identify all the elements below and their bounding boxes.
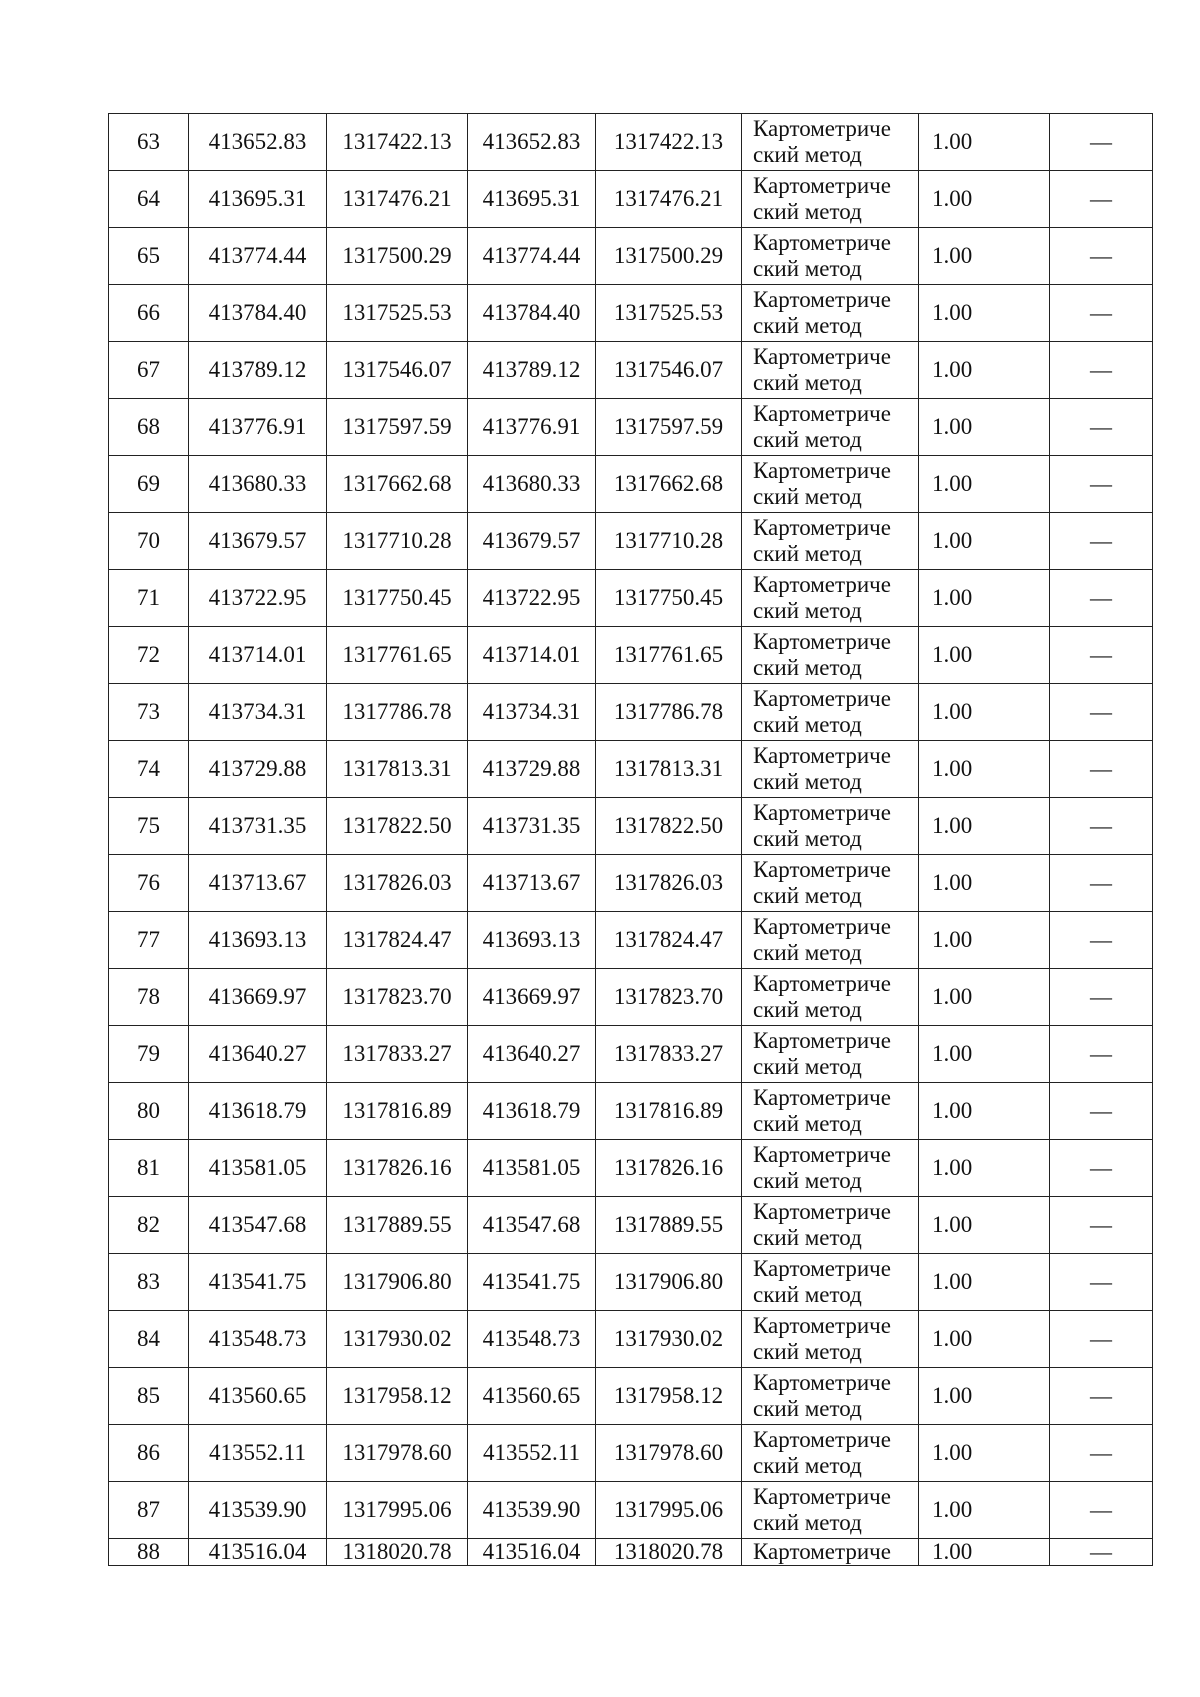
- y-coordinate-cell: 1317662.68: [327, 456, 468, 513]
- method-text-line: ский метод: [753, 1453, 862, 1478]
- y-coordinate-cell: 1317786.78: [596, 684, 742, 741]
- x-coordinate-cell: 413734.31: [189, 684, 327, 741]
- method-text-line: Картометриче: [753, 458, 891, 483]
- method-cell: [742, 1083, 919, 1140]
- point-number-cell: 83: [109, 1254, 189, 1311]
- y-coordinate-cell: 1318020.78: [327, 1539, 468, 1566]
- note-cell: —: [1050, 1425, 1153, 1482]
- x-coordinate-cell: 413560.65: [189, 1368, 327, 1425]
- point-number-cell: 87: [109, 1482, 189, 1539]
- y-coordinate-cell: 1318020.78: [596, 1539, 742, 1566]
- method-cell: [742, 1368, 919, 1425]
- table-row: [109, 456, 1153, 513]
- method-text-line: Картометриче: [753, 686, 891, 711]
- point-number-cell: 80: [109, 1083, 189, 1140]
- method-text-line: Картометриче: [753, 515, 891, 540]
- accuracy-cell: 1.00: [919, 456, 1050, 513]
- note-cell: —: [1050, 228, 1153, 285]
- method-text-line: Картометриче: [753, 914, 891, 939]
- note-cell: —: [1050, 855, 1153, 912]
- y-coordinate-cell: 1317823.70: [596, 969, 742, 1026]
- x-coordinate-cell: 413652.83: [189, 114, 327, 171]
- method-text-line: ский метод: [753, 940, 862, 965]
- y-coordinate-cell: 1317500.29: [327, 228, 468, 285]
- method-text-line: ский метод: [753, 769, 862, 794]
- method-cell: [742, 855, 919, 912]
- y-coordinate-cell: 1317833.27: [596, 1026, 742, 1083]
- x-coordinate-cell: 413774.44: [189, 228, 327, 285]
- y-coordinate-cell: 1317822.50: [327, 798, 468, 855]
- method-text-line: ский метод: [753, 370, 862, 395]
- accuracy-cell: 1.00: [919, 684, 1050, 741]
- point-number-cell: 67: [109, 342, 189, 399]
- x-coordinate-cell: 413695.31: [189, 171, 327, 228]
- accuracy-cell: 1.00: [919, 627, 1050, 684]
- y-coordinate-cell: 1317761.65: [596, 627, 742, 684]
- accuracy-cell: 1.00: [919, 570, 1050, 627]
- y-coordinate-cell: 1317525.53: [327, 285, 468, 342]
- y-coordinate-cell: 1317422.13: [596, 114, 742, 171]
- x-coordinate-cell: 413669.97: [189, 969, 327, 1026]
- y-coordinate-cell: 1317826.16: [327, 1140, 468, 1197]
- y-coordinate-cell: 1317816.89: [596, 1083, 742, 1140]
- point-number-cell: 84: [109, 1311, 189, 1368]
- x-coordinate-cell: 413789.12: [468, 342, 596, 399]
- x-coordinate-cell: 413680.33: [468, 456, 596, 513]
- method-text-line: Картометриче: [753, 1370, 891, 1395]
- y-coordinate-cell: 1317823.70: [327, 969, 468, 1026]
- x-coordinate-cell: 413729.88: [468, 741, 596, 798]
- accuracy-cell: 1.00: [919, 399, 1050, 456]
- table-row: [109, 798, 1153, 855]
- note-cell: —: [1050, 456, 1153, 513]
- y-coordinate-cell: 1317710.28: [596, 513, 742, 570]
- method-text-line: ский метод: [753, 655, 862, 680]
- method-cell: [742, 1254, 919, 1311]
- accuracy-cell: 1.00: [919, 1539, 1050, 1566]
- x-coordinate-cell: 413618.79: [189, 1083, 327, 1140]
- x-coordinate-cell: 413774.44: [468, 228, 596, 285]
- x-coordinate-cell: 413547.68: [468, 1197, 596, 1254]
- note-cell: —: [1050, 1482, 1153, 1539]
- method-cell: [742, 684, 919, 741]
- y-coordinate-cell: 1317833.27: [327, 1026, 468, 1083]
- method-text-line: ский метод: [753, 427, 862, 452]
- point-number-cell: 69: [109, 456, 189, 513]
- accuracy-cell: 1.00: [919, 741, 1050, 798]
- point-number-cell: 76: [109, 855, 189, 912]
- x-coordinate-cell: 413693.13: [189, 912, 327, 969]
- method-text-line: ский метод: [753, 1054, 862, 1079]
- accuracy-cell: 1.00: [919, 1140, 1050, 1197]
- y-coordinate-cell: 1317906.80: [327, 1254, 468, 1311]
- x-coordinate-cell: 413548.73: [468, 1311, 596, 1368]
- table-row: [109, 1425, 1153, 1482]
- x-coordinate-cell: 413722.95: [468, 570, 596, 627]
- x-coordinate-cell: 413680.33: [189, 456, 327, 513]
- point-number-cell: 78: [109, 969, 189, 1026]
- method-cell: [742, 1026, 919, 1083]
- accuracy-cell: 1.00: [919, 798, 1050, 855]
- y-coordinate-cell: 1317597.59: [596, 399, 742, 456]
- x-coordinate-cell: 413552.11: [468, 1425, 596, 1482]
- x-coordinate-cell: 413581.05: [468, 1140, 596, 1197]
- note-cell: —: [1050, 399, 1153, 456]
- x-coordinate-cell: 413722.95: [189, 570, 327, 627]
- accuracy-cell: 1.00: [919, 1026, 1050, 1083]
- method-cell: [742, 1140, 919, 1197]
- method-text-line: Картометриче: [753, 1085, 891, 1110]
- method-text-line: ский метод: [753, 1510, 862, 1535]
- method-cell: [742, 570, 919, 627]
- method-text-line: Картометриче: [753, 1539, 891, 1564]
- point-number-cell: 65: [109, 228, 189, 285]
- table-row: [109, 114, 1153, 171]
- method-cell: [742, 171, 919, 228]
- point-number-cell: 74: [109, 741, 189, 798]
- method-text-line: Картометриче: [753, 572, 891, 597]
- x-coordinate-cell: 413640.27: [189, 1026, 327, 1083]
- method-text-line: ский метод: [753, 1282, 862, 1307]
- x-coordinate-cell: 413541.75: [468, 1254, 596, 1311]
- note-cell: —: [1050, 1026, 1153, 1083]
- table-row: [109, 1254, 1153, 1311]
- point-number-cell: 86: [109, 1425, 189, 1482]
- x-coordinate-cell: 413541.75: [189, 1254, 327, 1311]
- x-coordinate-cell: 413581.05: [189, 1140, 327, 1197]
- x-coordinate-cell: 413539.90: [468, 1482, 596, 1539]
- y-coordinate-cell: 1317546.07: [596, 342, 742, 399]
- y-coordinate-cell: 1317786.78: [327, 684, 468, 741]
- coordinates-table: [108, 113, 1153, 1566]
- method-text-line: Картометриче: [753, 116, 891, 141]
- y-coordinate-cell: 1317476.21: [327, 171, 468, 228]
- x-coordinate-cell: 413548.73: [189, 1311, 327, 1368]
- y-coordinate-cell: 1317710.28: [327, 513, 468, 570]
- y-coordinate-cell: 1317750.45: [596, 570, 742, 627]
- y-coordinate-cell: 1317597.59: [327, 399, 468, 456]
- x-coordinate-cell: 413679.57: [468, 513, 596, 570]
- x-coordinate-cell: 413729.88: [189, 741, 327, 798]
- table-row: [109, 1197, 1153, 1254]
- note-cell: —: [1050, 513, 1153, 570]
- x-coordinate-cell: 413652.83: [468, 114, 596, 171]
- y-coordinate-cell: 1317824.47: [596, 912, 742, 969]
- accuracy-cell: 1.00: [919, 114, 1050, 171]
- table-row: [109, 1083, 1153, 1140]
- point-number-cell: 81: [109, 1140, 189, 1197]
- accuracy-cell: 1.00: [919, 1254, 1050, 1311]
- x-coordinate-cell: 413539.90: [189, 1482, 327, 1539]
- method-text-line: Картометриче: [753, 971, 891, 996]
- method-cell: [742, 114, 919, 171]
- method-cell: [742, 399, 919, 456]
- y-coordinate-cell: 1317889.55: [596, 1197, 742, 1254]
- y-coordinate-cell: 1317826.03: [596, 855, 742, 912]
- method-cell: [742, 798, 919, 855]
- method-text-line: ский метод: [753, 1396, 862, 1421]
- point-number-cell: 85: [109, 1368, 189, 1425]
- y-coordinate-cell: 1317826.16: [596, 1140, 742, 1197]
- point-number-cell: 66: [109, 285, 189, 342]
- accuracy-cell: 1.00: [919, 171, 1050, 228]
- y-coordinate-cell: 1317958.12: [596, 1368, 742, 1425]
- table-row: [109, 684, 1153, 741]
- x-coordinate-cell: 413693.13: [468, 912, 596, 969]
- note-cell: —: [1050, 171, 1153, 228]
- method-text-line: Картометриче: [753, 230, 891, 255]
- method-text-line: Картометриче: [753, 1427, 891, 1452]
- accuracy-cell: 1.00: [919, 228, 1050, 285]
- accuracy-cell: 1.00: [919, 342, 1050, 399]
- method-text-line: ский метод: [753, 256, 862, 281]
- table-row: [109, 1140, 1153, 1197]
- accuracy-cell: 1.00: [919, 1425, 1050, 1482]
- x-coordinate-cell: 413784.40: [189, 285, 327, 342]
- y-coordinate-cell: 1317476.21: [596, 171, 742, 228]
- x-coordinate-cell: 413669.97: [468, 969, 596, 1026]
- y-coordinate-cell: 1317906.80: [596, 1254, 742, 1311]
- method-text-line: Картометриче: [753, 173, 891, 198]
- x-coordinate-cell: 413776.91: [468, 399, 596, 456]
- method-text-line: Картометриче: [753, 1028, 891, 1053]
- method-text-line: ский метод: [753, 541, 862, 566]
- point-number-cell: 88: [109, 1539, 189, 1566]
- method-text-line: ский метод: [753, 199, 862, 224]
- accuracy-cell: 1.00: [919, 1197, 1050, 1254]
- note-cell: —: [1050, 1311, 1153, 1368]
- y-coordinate-cell: 1317422.13: [327, 114, 468, 171]
- x-coordinate-cell: 413640.27: [468, 1026, 596, 1083]
- point-number-cell: 70: [109, 513, 189, 570]
- x-coordinate-cell: 413734.31: [468, 684, 596, 741]
- table-row: [109, 855, 1153, 912]
- accuracy-cell: 1.00: [919, 1311, 1050, 1368]
- note-cell: —: [1050, 684, 1153, 741]
- accuracy-cell: 1.00: [919, 912, 1050, 969]
- table-body: [109, 114, 1153, 1566]
- note-cell: —: [1050, 1254, 1153, 1311]
- x-coordinate-cell: 413713.67: [189, 855, 327, 912]
- y-coordinate-cell: 1317930.02: [327, 1311, 468, 1368]
- table-row: [109, 627, 1153, 684]
- x-coordinate-cell: 413731.35: [189, 798, 327, 855]
- method-text-line: Картометриче: [753, 401, 891, 426]
- x-coordinate-cell: 413516.04: [468, 1539, 596, 1566]
- method-text-line: ский метод: [753, 712, 862, 737]
- note-cell: —: [1050, 1368, 1153, 1425]
- point-number-cell: 77: [109, 912, 189, 969]
- method-cell: [742, 1311, 919, 1368]
- x-coordinate-cell: 413552.11: [189, 1425, 327, 1482]
- method-text-line: Картометриче: [753, 1313, 891, 1338]
- y-coordinate-cell: 1317500.29: [596, 228, 742, 285]
- method-cell: [742, 912, 919, 969]
- x-coordinate-cell: 413714.01: [189, 627, 327, 684]
- table-row: [109, 1311, 1153, 1368]
- accuracy-cell: 1.00: [919, 285, 1050, 342]
- note-cell: —: [1050, 114, 1153, 171]
- y-coordinate-cell: 1317995.06: [596, 1482, 742, 1539]
- y-coordinate-cell: 1317995.06: [327, 1482, 468, 1539]
- table-row: [109, 228, 1153, 285]
- method-text-line: Картометриче: [753, 1484, 891, 1509]
- method-text-line: Картометриче: [753, 287, 891, 312]
- y-coordinate-cell: 1317978.60: [327, 1425, 468, 1482]
- method-text-line: ский метод: [753, 484, 862, 509]
- method-cell: [742, 969, 919, 1026]
- table-row: [109, 399, 1153, 456]
- method-text-line: ский метод: [753, 826, 862, 851]
- note-cell: —: [1050, 1197, 1153, 1254]
- x-coordinate-cell: 413560.65: [468, 1368, 596, 1425]
- x-coordinate-cell: 413731.35: [468, 798, 596, 855]
- method-text-line: ский метод: [753, 1111, 862, 1136]
- table-row: [109, 1368, 1153, 1425]
- note-cell: —: [1050, 1140, 1153, 1197]
- y-coordinate-cell: 1317826.03: [327, 855, 468, 912]
- accuracy-cell: 1.00: [919, 1368, 1050, 1425]
- y-coordinate-cell: 1317525.53: [596, 285, 742, 342]
- x-coordinate-cell: 413776.91: [189, 399, 327, 456]
- note-cell: —: [1050, 741, 1153, 798]
- method-cell: [742, 1539, 919, 1566]
- accuracy-cell: 1.00: [919, 855, 1050, 912]
- point-number-cell: 71: [109, 570, 189, 627]
- x-coordinate-cell: 413784.40: [468, 285, 596, 342]
- point-number-cell: 79: [109, 1026, 189, 1083]
- y-coordinate-cell: 1317813.31: [327, 741, 468, 798]
- method-cell: [742, 285, 919, 342]
- y-coordinate-cell: 1317958.12: [327, 1368, 468, 1425]
- accuracy-cell: 1.00: [919, 1482, 1050, 1539]
- method-cell: [742, 741, 919, 798]
- note-cell: —: [1050, 798, 1153, 855]
- method-text-line: Картометриче: [753, 1256, 891, 1281]
- method-cell: [742, 456, 919, 513]
- accuracy-cell: 1.00: [919, 513, 1050, 570]
- table-row: [109, 171, 1153, 228]
- method-cell: [742, 1197, 919, 1254]
- y-coordinate-cell: 1317546.07: [327, 342, 468, 399]
- method-text-line: ский метод: [753, 883, 862, 908]
- method-text-line: ский метод: [753, 142, 862, 167]
- method-text-line: ский метод: [753, 1168, 862, 1193]
- x-coordinate-cell: 413679.57: [189, 513, 327, 570]
- note-cell: —: [1050, 570, 1153, 627]
- method-text-line: ский метод: [753, 313, 862, 338]
- note-cell: —: [1050, 1539, 1153, 1566]
- note-cell: —: [1050, 285, 1153, 342]
- y-coordinate-cell: 1317813.31: [596, 741, 742, 798]
- method-text-line: Картометриче: [753, 629, 891, 654]
- table-row: [109, 912, 1153, 969]
- point-number-cell: 63: [109, 114, 189, 171]
- method-text-line: ский метод: [753, 598, 862, 623]
- y-coordinate-cell: 1317761.65: [327, 627, 468, 684]
- table-row: [109, 1539, 1153, 1566]
- method-text-line: Картометриче: [753, 743, 891, 768]
- method-text-line: Картометриче: [753, 1199, 891, 1224]
- point-number-cell: 73: [109, 684, 189, 741]
- table-row: [109, 285, 1153, 342]
- x-coordinate-cell: 413547.68: [189, 1197, 327, 1254]
- method-text-line: ский метод: [753, 1225, 862, 1250]
- table-row: [109, 1026, 1153, 1083]
- x-coordinate-cell: 413714.01: [468, 627, 596, 684]
- note-cell: —: [1050, 912, 1153, 969]
- y-coordinate-cell: 1317662.68: [596, 456, 742, 513]
- point-number-cell: 82: [109, 1197, 189, 1254]
- y-coordinate-cell: 1317889.55: [327, 1197, 468, 1254]
- table-row: [109, 570, 1153, 627]
- method-cell: [742, 228, 919, 285]
- method-cell: [742, 627, 919, 684]
- x-coordinate-cell: 413618.79: [468, 1083, 596, 1140]
- x-coordinate-cell: 413789.12: [189, 342, 327, 399]
- method-cell: [742, 1482, 919, 1539]
- y-coordinate-cell: 1317750.45: [327, 570, 468, 627]
- table-row: [109, 741, 1153, 798]
- note-cell: —: [1050, 1083, 1153, 1140]
- note-cell: —: [1050, 342, 1153, 399]
- x-coordinate-cell: 413713.67: [468, 855, 596, 912]
- table-row: [109, 1482, 1153, 1539]
- method-cell: [742, 1425, 919, 1482]
- method-cell: [742, 513, 919, 570]
- point-number-cell: 75: [109, 798, 189, 855]
- method-text-line: Картометриче: [753, 800, 891, 825]
- y-coordinate-cell: 1317816.89: [327, 1083, 468, 1140]
- y-coordinate-cell: 1317978.60: [596, 1425, 742, 1482]
- y-coordinate-cell: 1317824.47: [327, 912, 468, 969]
- x-coordinate-cell: 413516.04: [189, 1539, 327, 1566]
- point-number-cell: 64: [109, 171, 189, 228]
- point-number-cell: 68: [109, 399, 189, 456]
- method-text-line: ский метод: [753, 1339, 862, 1364]
- method-cell: [742, 342, 919, 399]
- method-text-line: Картометриче: [753, 344, 891, 369]
- note-cell: —: [1050, 627, 1153, 684]
- x-coordinate-cell: 413695.31: [468, 171, 596, 228]
- table-row: [109, 969, 1153, 1026]
- y-coordinate-cell: 1317822.50: [596, 798, 742, 855]
- method-text-line: ский метод: [753, 997, 862, 1022]
- point-number-cell: 72: [109, 627, 189, 684]
- table-row: [109, 342, 1153, 399]
- method-text-line: Картометриче: [753, 1142, 891, 1167]
- accuracy-cell: 1.00: [919, 1083, 1050, 1140]
- method-text-line: Картометриче: [753, 857, 891, 882]
- accuracy-cell: 1.00: [919, 969, 1050, 1026]
- table-row: [109, 513, 1153, 570]
- note-cell: —: [1050, 969, 1153, 1026]
- y-coordinate-cell: 1317930.02: [596, 1311, 742, 1368]
